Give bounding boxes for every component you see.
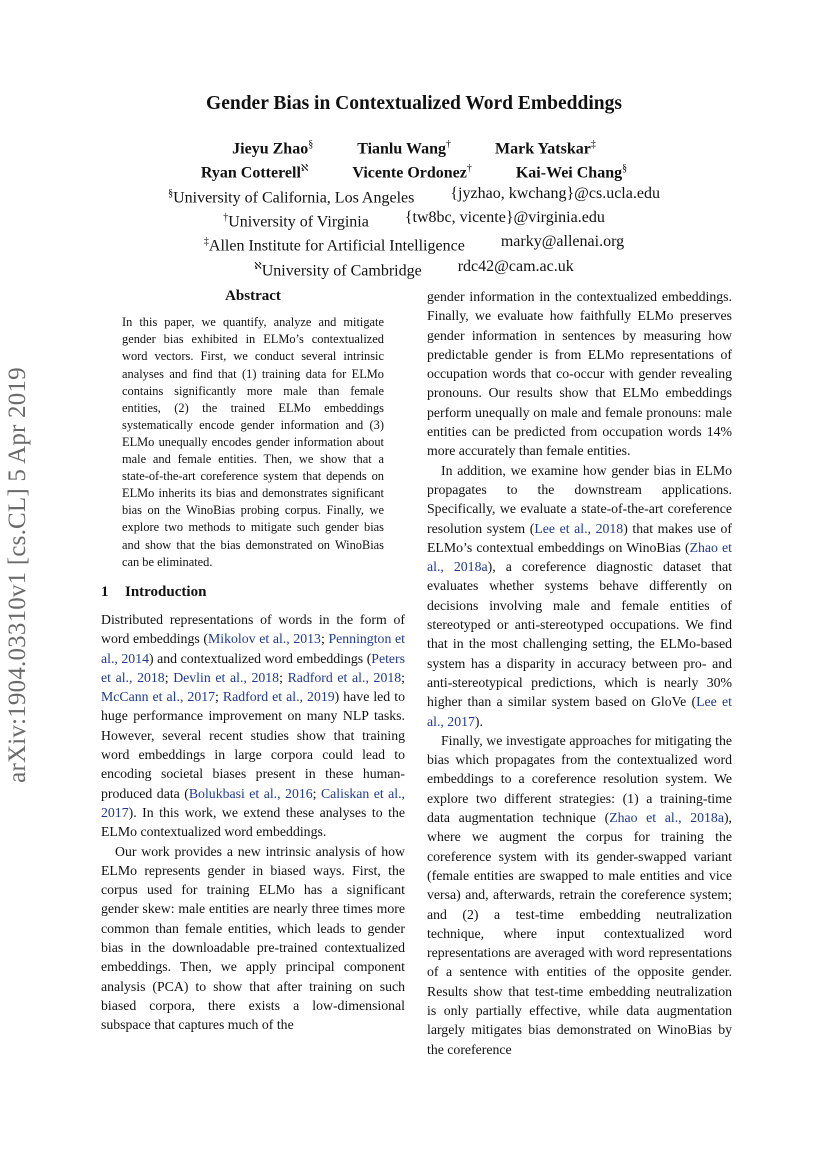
- citation-link[interactable]: Radford et al., 2018: [287, 669, 402, 685]
- section-heading: [101, 583, 405, 602]
- section-title: Introduction: [125, 583, 207, 600]
- right-column: [427, 287, 732, 1059]
- paragraph: gender information in the contextualized embeddings. Finally, we evaluate how faithfully ELMo preserves gender information in sentences by measuring how predictable gender is from ELMo representations of occupation words that co-occur with gender revealing pronouns. Our results show that ELMo embeddings perform unequally on male and female pronouns: male entities can be predicted from occupation words 14% more accurately than female entities.: [427, 289, 732, 459]
- citation-link[interactable]: Zhao et al., 2018a: [427, 539, 732, 575]
- author: Ryan Cotterell$^ℵ$: [200, 163, 309, 182]
- citation-link[interactable]: Zhao et al., 2018a: [609, 810, 724, 826]
- citation-link[interactable]: Radford et al., 2019: [222, 689, 335, 705]
- citation-link[interactable]: McCann et al., 2017: [101, 689, 216, 705]
- citation-link[interactable]: Mikolov et al., 2013: [207, 631, 321, 647]
- affiliation-row: [0, 232, 828, 256]
- section-number: 1: [101, 583, 109, 600]
- paragraph: In addition, we examine how gender bias in ELMo propagates to the downstream applications. Specifically, we evaluate a state-of-the-art coreference resolution system (Lee et al., 2018) that makes use of ELMo’s contextual embeddings on WinoBias (Zhao et al., 2018a), a coreference diagnostic dataset that evaluates whether systems behave differently on decisions involving male and female entities of stereotyped or anti-stereotyped occupations. We find that in the most challenging setting, the ELMo-based system has a disparity in accuracy between pro- and anti-stereotypical predictions, which is nearly 30% higher than a similar system based on GloVe (Lee et al., 2017).: [427, 462, 733, 729]
- affiliation-name: ‡Allen Institute for Artificial Intelligence: [203, 236, 465, 255]
- citation-link[interactable]: Devlin et al., 2018: [173, 669, 280, 685]
- author-row-2: [0, 159, 828, 183]
- left-column: [101, 287, 405, 1035]
- author-row-1: [0, 135, 828, 159]
- paragraph: Distributed representations of words in the form of word embeddings (Mikolov et al., 2013; Pennington et al., 2014) and contextualized word embeddings (Peters et al., 2018; Devlin et al., 2018; Radford et al., 2018; McCann et al., 2017; Radford et al., 2019) have led to huge performance improvement on many NLP tasks. However, several recent studies show that training word embeddings in large corpora could lead to encoding societal biases present in these human-produced data (Bolukbasi et al., 2016; Caliskan et al., 2017). In this work, we extend these analyses to the ELMo contextualized word embeddings.: [101, 612, 406, 840]
- author: Jieyu Zhao§: [232, 139, 314, 158]
- affiliation-row: [0, 184, 828, 208]
- paragraph: Finally, we investigate approaches for mitigating the bias which propagates from the contextualized word embeddings to a coreference resolution system. We explore two different strategies: (1) a training-time data augmentation technique (Zhao et al., 2018a), where we augment the corpus for training the coreference system with its gender-swapped variant (female entities are swapped to male entities and vice versa) and, afterwards, retrain the coreference system; and (2) a test-time embedding neutralization technique, where input contextualized word representations are averaged with word representations of a sentence with entities of the opposite gender. Results show that test-time embedding neutralization is only partially effective, while data augmentation largely mitigates bias demonstrated on WinoBias by the coreference: [427, 732, 732, 1057]
- affiliation-name: †University of Virginia: [223, 211, 369, 231]
- paragraph: Our work provides a new intrinsic analysis of how ELMo represents gender in biased ways. First, the corpus used for training ELMo has a significant gender skew: male entities are nearly three times more common than female entities, which leads to gender bias in the downloadable pre-trained contextualized embeddings. Then, we apply principal component analysis (PCA) to show that after training on such biased corpora, there exists a low-dimensional subspace that captures much of the: [101, 843, 405, 1033]
- arxiv-stamp-text: arXiv:1904.03310v1 [cs.CL] 5 Apr 2019: [4, 367, 31, 783]
- author-block: [0, 135, 828, 281]
- abstract-text: In this paper, we quantify, analyze and mitigate gender bias exhibited in ELMo’s contextualized word vectors. First, we conduct several intrinsic analyses and find that (1) training data for ELMo contains significantly more male than female entities, (2) the trained ELMo embeddings systematically encode gender information and (3) ELMo unequally encodes gender information about male and female entities. Then, we show that a state-of-the-art coreference system that depends on ELMo inherits its bias and demonstrates significant bias on the WinoBias probing corpus. Finally, we explore two methods to mitigate such gender bias and show that the bias demonstrated on WinoBias can be eliminated.: [122, 315, 384, 569]
- affiliation-email: rdc42@cam.ac.uk: [457, 257, 574, 275]
- citation-link[interactable]: Peters et al., 2018: [101, 650, 406, 685]
- affiliation-row: [0, 257, 828, 281]
- citation-link[interactable]: Bolukbasi et al., 2016: [188, 785, 313, 801]
- affiliation-email: {tw8bc, vicente}@virginia.edu: [404, 208, 605, 226]
- affiliation-name: $^ℵ$University of Cambridge: [254, 260, 422, 279]
- affiliation-row: [0, 208, 828, 232]
- affiliation-email: {jyzhao, kwchang}@cs.ucla.edu: [450, 184, 660, 202]
- paper-title: Gender Bias in Contextualized Word Embeddings: [206, 93, 622, 114]
- affiliation-name: §University of California, Los Angeles: [168, 187, 415, 206]
- citation-link[interactable]: Lee et al., 2017: [427, 694, 732, 729]
- citation-link[interactable]: Lee et al., 2018: [534, 520, 624, 536]
- citation-link[interactable]: Caliskan et al., 2017: [101, 785, 405, 820]
- author: Kai-Wei Chang§: [515, 163, 628, 182]
- abstract-heading: Abstract: [225, 288, 281, 304]
- citation-link[interactable]: Pennington et al., 2014: [101, 631, 405, 666]
- affiliation-email: marky@allenai.org: [500, 233, 625, 251]
- author: Mark Yatskar‡: [494, 139, 596, 158]
- author: Vicente Ordonez†: [352, 163, 472, 182]
- author: Tianlu Wang†: [357, 139, 451, 158]
